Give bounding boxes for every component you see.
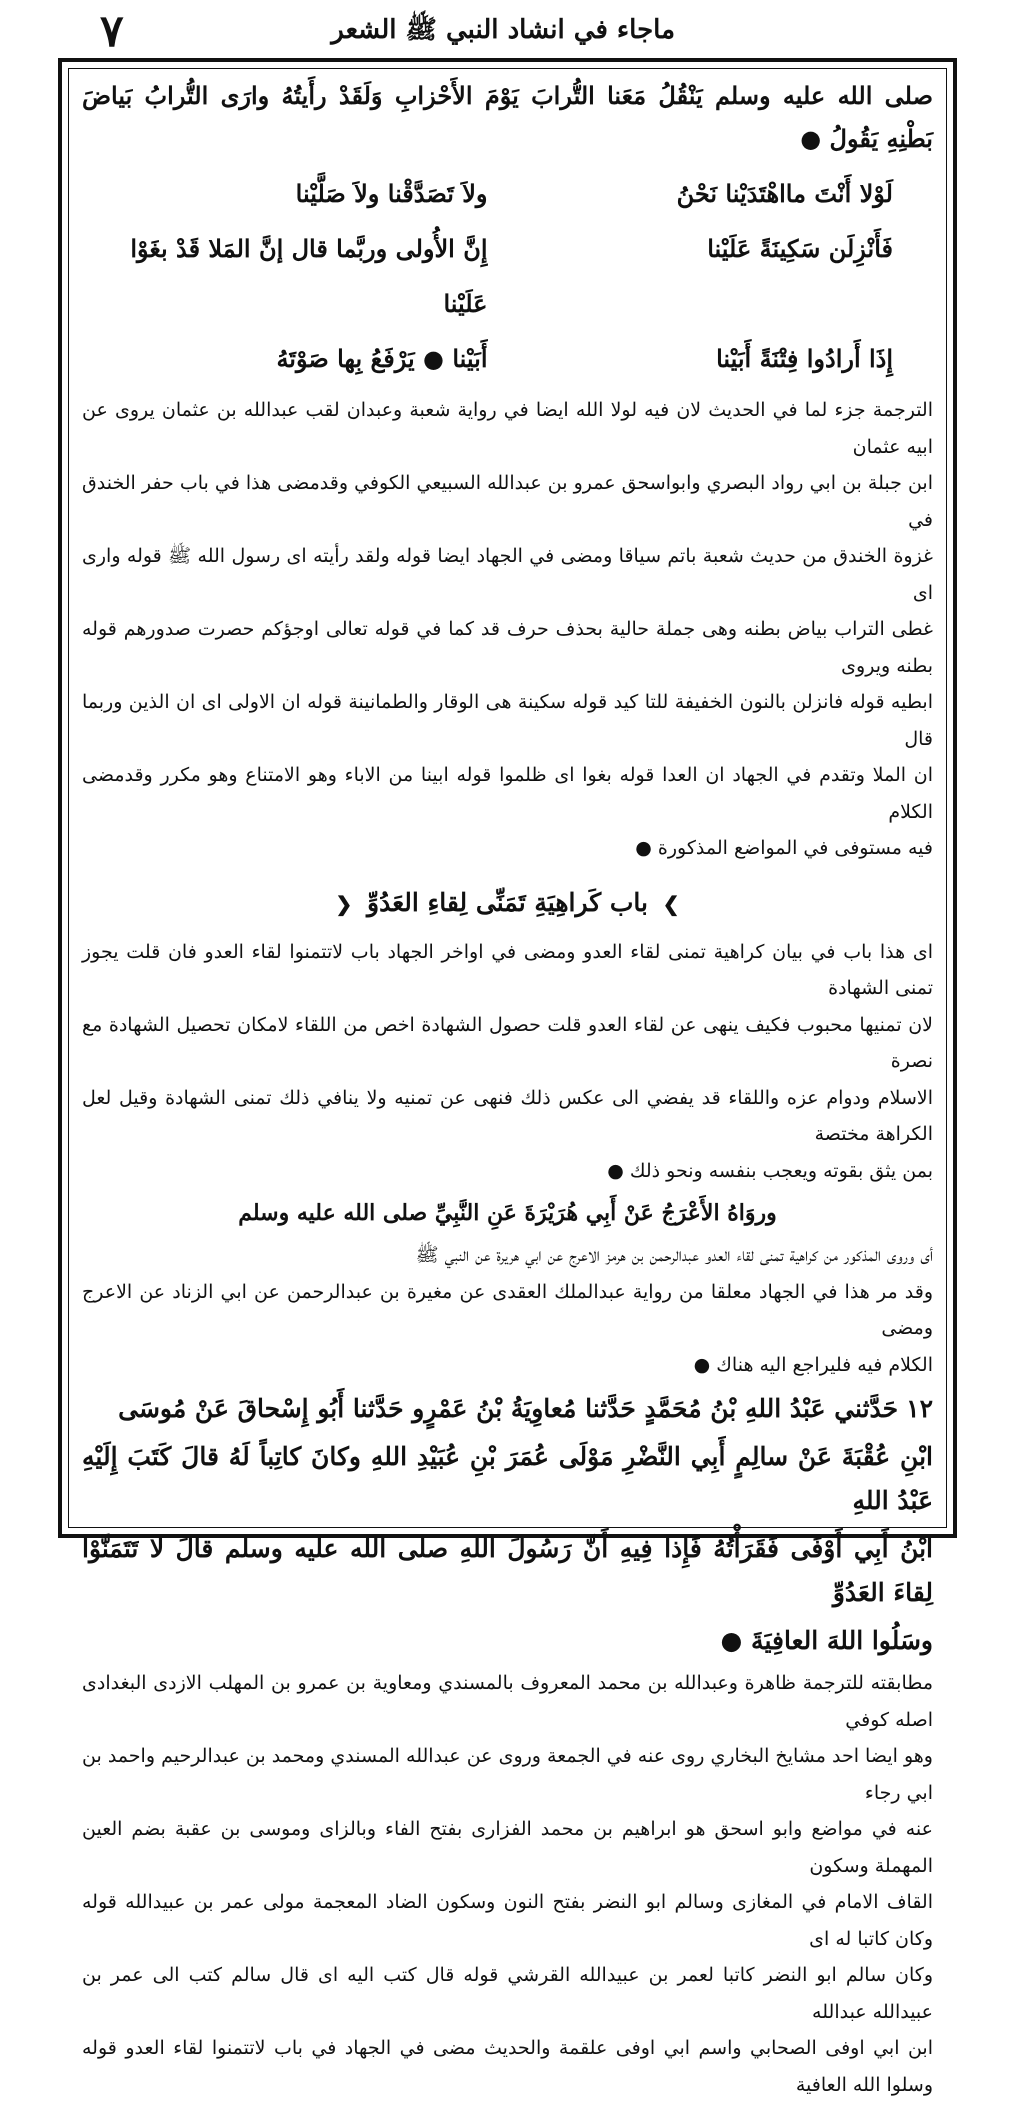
commentary-line: الكلام فيه فليراجع اليه هناك ●	[693, 1353, 933, 1376]
commentary-line: ابن جبلة بن ابي رواد البصري وابواسحق عمرو بن عبدالله السبيعي الكوفي وقدمضى هذا في باب حفر الخندق في	[82, 472, 933, 531]
commentary-line: غزوة الخندق من حديث شعبة باتم سياقا ومضى في الجهاد ايضا قوله ولقد رأيته اى رسول الله ﷺ قوله وارى اى	[82, 545, 933, 604]
hadith-line: وسَلُوا اللهَ العافِيَةَ ●	[720, 1626, 933, 1655]
chapter-heading-text: باب كَراهِيَةِ تَمَنِّى لِقاءِ العَدُوِّ	[367, 887, 648, 917]
poem-hemistich: لَوْلا أَنْتَ مااهْتَدَيْنا نَحْنُ	[676, 179, 893, 208]
poem-hemistich: إِذَا أَرادُوا فِتْنَةً أَبَيْنا	[716, 344, 893, 373]
commentary-block-1	[82, 392, 933, 867]
page-number: ٧	[100, 6, 124, 57]
commentary-line: ان الملا وتقدم في الجهاد ان العدا قوله بغوا اى ظلموا قوله ابينا من الاباء وهو الامتناع وهو مكرر وقدمضى الكلام	[82, 764, 933, 823]
commentary-line: لان تمنيها محبوب فكيف ينهى عن لقاء العدو قلت حصول الشهادة اخص من اللقاء لامكان تحصيل الشهادة مع نصرة	[82, 1013, 933, 1072]
commentary-line: أى وروى المذكور من كراهية تمنى لقاء العدو عبدالرحمن بن هرمز الاعرج عن ابي هريرة عن النبي ﷺ	[415, 1244, 933, 1266]
sub-heading: وروَاهُ الأَعْرَجُ عَنْ أَبِي هُرَيْرَةَ عَنِ النَّبِيِّ صلى الله عليه وسلم	[238, 1200, 777, 1226]
hadith-line: ابْنُ أَبِي أَوْفَى فَقَرَأْتُهُ فَإِذا فِيهِ أَنَّ رَسُولَ اللهِ صلى الله عليه وسلم قالَ لا تَتَمَنَّوْا لِقاءَ العَدُوِّ	[82, 1534, 933, 1607]
ornament-icon: ❯	[662, 891, 680, 916]
commentary-line: وكان سالم ابو النضر كاتبا لعمر بن عبيدالله القرشي قوله قال كتب اليه اى قال سالم كتب الى عمر بن عبيدالله عبدالله	[82, 1964, 933, 2023]
commentary-block-4	[82, 1665, 933, 2103]
poem	[82, 160, 933, 392]
commentary-line: ابن ابي اوفى الصحابي واسم ابي اوفى علقمة والحديث مضى في الجهاد في باب لاتتمنوا لقاء العدو قوله وسلوا الله العافية	[82, 2037, 933, 2096]
commentary-line: اى هذا باب في بيان كراهية تمنى لقاء العدو ومضى في اواخر الجهاد باب لاتتمنوا لقاء العدو فان قلت يجوز تمنى الشهادة	[82, 940, 933, 999]
commentary-line: غطى التراب بياض بطنه وهى جملة حالية بحذف حرف قد كما في قوله تعالى اوجؤكم حصرت صدورهم قوله بطنه ويروى	[82, 618, 933, 677]
commentary-line: ابطيه قوله فانزلن بالنون الخفيفة للتا كيد قوله سكينة هى الوقار والطمانينة قوله ان الاولى اى ان الذين وربما قال	[82, 691, 933, 750]
chapter-heading	[82, 877, 933, 930]
commentary-line: الترجمة جزء لما في الحديث لان فيه لولا الله ايضا في رواية شعبة وعبدان لقب عبدالله بن عثمان يروى عن ابيه عثمان	[82, 399, 933, 458]
ornament-icon: ❮	[335, 891, 353, 916]
commentary-line: بمن يثق بقوته ويعجب بنفسه ونحو ذلك ●	[607, 1159, 933, 1182]
hadith-number: ١٢	[906, 1394, 933, 1423]
commentary-block-3	[82, 1237, 933, 1383]
commentary-line: القاف الامام في المغازى وسالم ابو النضر بفتح النون وسكون الضاد المعجمة مولى عمر بن عبيدالله قوله وكان كاتبا له اى	[82, 1891, 933, 1950]
poem-hemistich: إِنَّ الأُولى وربَّما قال إنَّ المَلا قَدْ بغَوْا عَلَيْنا	[130, 234, 488, 318]
intro-text: صلى الله عليه وسلم يَنْقُلُ مَعَنا التُّرابَ يَوْمَ الأَحْزابِ وَلَقَدْ رأَيتُهُ وارَى التُّرابُ بَياضَ بَطْنِهِ يَقُولُ ●	[82, 81, 933, 153]
poem-hemistich: ولاَ تَصَدَّقْنا ولاَ صَلَّيْنا	[295, 179, 488, 208]
commentary-block-2	[82, 934, 933, 1190]
poem-hemistich: أَبَيْنا ● يَرْفَعُ بِها صَوْتَهُ	[276, 344, 488, 373]
hadith-line	[82, 1387, 933, 1431]
commentary-line: وقد مر هذا في الجهاد معلقا من رواية عبدالملك العقدى عن مغيرة بن عبدالرحمن عن ابي الزناد عن الاعرج ومضى	[82, 1280, 933, 1339]
running-title: ماجاء في انشاد النبي ﷺ الشعر	[331, 15, 675, 45]
commentary-line: فيه مستوفى في المواضع المذكورة ●	[635, 837, 933, 859]
page-content	[82, 74, 933, 2096]
poem-hemistich: فَأَنْزِلَن سَكِينَةً عَلَيْنا	[707, 234, 893, 263]
hadith-block	[82, 1387, 933, 1663]
hadith-line: ابْنِ عُقْبَةَ عَنْ سالِمٍ أَبِي النَّضْرِ مَوْلَى عُمَرَ بْنِ عُبَيْدِ اللهِ وكانَ كاتِباً لَهُ قالَ كَتَبَ إِلَيْهِ عَبْدُ اللهِ	[82, 1442, 933, 1515]
page-header	[60, 8, 965, 56]
commentary-line: عنه في مواضع وابو اسحق هو ابراهيم بن محمد الفزارى بفتح الفاء وبالزاى وموسى بن عقبة بضم العين المهملة وسكون	[82, 1818, 933, 1877]
commentary-line: الاسلام ودوام عزه واللقاء قد يفضي الى عكس ذلك فنهى عن تمنيه ولا ينافي ذلك تمنى الشهادة وقيل لعل الكراهة مختصة	[82, 1086, 933, 1145]
commentary-line: مطابقته للترجمة ظاهرة وعبدالله بن محمد المعروف بالمسندي ومعاوية بن عمرو بن المهلب الازدى البغدادى اصله كوفي	[82, 1672, 933, 1731]
commentary-line: وهو ايضا احد مشايخ البخاري روى عنه في الجمعة وروى عن عبدالله المسندي ومحمد بن عبدالرحيم واحمد بن ابي رجاء	[82, 1745, 933, 1804]
hadith-text: حَدَّثني عَبْدُ اللهِ بْنُ مُحَمَّدٍ حَدَّثنا مُعاوِيَةُ بْنُ عَمْرٍو حَدَّثنا أَبُو إِسْحاقَ عَنْ مُوسَى	[118, 1394, 899, 1423]
